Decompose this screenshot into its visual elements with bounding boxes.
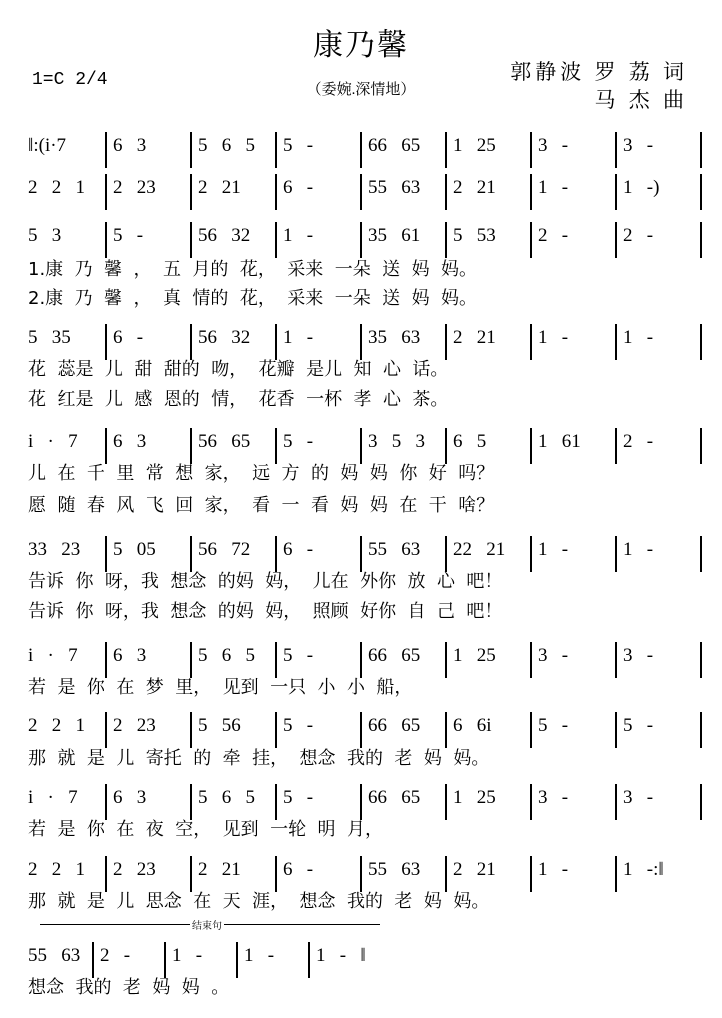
key-signature: 1=C 2/4 — [32, 70, 108, 90]
barline — [190, 222, 192, 258]
barline — [445, 642, 447, 678]
lyric-line: 儿 在 千 里 常 想 家， 远 方 的 妈 妈 你 好 吗？ — [28, 463, 495, 484]
measure: i · 7 — [28, 787, 78, 808]
measure: 55 63 — [28, 945, 81, 966]
lyricist-credit: 郭静波 罗 荔 词 — [510, 60, 688, 84]
barline — [105, 784, 107, 820]
barline — [105, 132, 107, 168]
barline — [615, 174, 617, 210]
barline — [190, 324, 192, 360]
barline — [105, 174, 107, 210]
notation-line-verse-d — [20, 536, 700, 568]
measure: 1 - — [172, 945, 203, 966]
barline — [190, 642, 192, 678]
barline — [530, 222, 532, 258]
barline — [530, 132, 532, 168]
measure: 2 23 — [113, 177, 156, 198]
measure: 2 2 1 — [28, 715, 85, 736]
barline — [275, 428, 277, 464]
measure: 2 21 — [198, 859, 241, 880]
lyric-line: 告诉 你 呀，我 想念 的妈 妈， 照顾 好你 自 己 吧！ — [28, 601, 503, 622]
barline — [445, 712, 447, 748]
barline — [105, 222, 107, 258]
measure: 56 32 — [198, 225, 251, 246]
lyric-line: 花 红是 儿 感 恩的 情， 花香 一杯 孝 心 茶。 — [28, 389, 449, 410]
barline — [275, 132, 277, 168]
measure: 6 - — [283, 539, 314, 560]
barline — [275, 642, 277, 678]
barline — [92, 942, 94, 978]
barline — [360, 132, 362, 168]
measure: 6 - — [283, 859, 314, 880]
barline — [615, 428, 617, 464]
barline — [615, 856, 617, 892]
measure: 5 53 — [453, 225, 496, 246]
measure: 1 -:‖ — [623, 859, 664, 880]
measure: i · 7 — [28, 645, 78, 666]
measure: 2 - — [623, 431, 654, 452]
measure: 66 65 — [368, 715, 421, 736]
barline — [105, 536, 107, 572]
measure: 1 25 — [453, 135, 496, 156]
lyric-line: 若 是 你 在 梦 里， 见到 一只 小 小 船， — [28, 677, 413, 698]
measure: 5 6 5 — [198, 787, 255, 808]
lyric-line: 那 就 是 儿 思念 在 天 涯， 想念 我的 老 妈 妈。 — [28, 891, 490, 912]
measure: 35 61 — [368, 225, 421, 246]
barline — [275, 324, 277, 360]
measure: 5 6 5 — [198, 135, 255, 156]
measure: 55 63 — [368, 177, 421, 198]
measure: 5 3 — [28, 225, 62, 246]
lyric-line: 2.康 乃 馨 ， 真 情的 花， 采来 一朵 送 妈 妈。 — [28, 288, 478, 309]
song-title: 康乃馨 — [313, 29, 409, 62]
notation-line-intro-2 — [20, 174, 700, 206]
measure: 35 63 — [368, 327, 421, 348]
measure: 5 - — [283, 787, 314, 808]
barline — [530, 428, 532, 464]
measure: 2 23 — [113, 715, 156, 736]
notation-line-chorus-b — [20, 712, 700, 744]
barline — [275, 222, 277, 258]
barline — [275, 174, 277, 210]
barline — [530, 174, 532, 210]
barline — [360, 784, 362, 820]
measure: 3 - — [623, 645, 654, 666]
measure: 5 6 5 — [198, 645, 255, 666]
lyric-line: 1.康 乃 馨 ， 五 月的 花， 采来 一朵 送 妈 妈。 — [28, 259, 478, 280]
barline — [105, 324, 107, 360]
measure: 3 - — [623, 135, 654, 156]
measure: 1 - — [283, 225, 314, 246]
measure: 1 - — [244, 945, 275, 966]
measure: 1 - — [538, 177, 569, 198]
barline — [530, 712, 532, 748]
barline — [615, 222, 617, 258]
notation-line-verse-a — [20, 222, 700, 254]
barline — [190, 856, 192, 892]
notation-line-intro-1 — [20, 132, 700, 164]
notation-line-chorus-a — [20, 642, 700, 674]
measure: 6 - — [113, 327, 144, 348]
barline — [190, 174, 192, 210]
barline — [445, 856, 447, 892]
barline — [700, 428, 702, 464]
measure: 3 - — [538, 645, 569, 666]
measure: 1 - — [538, 859, 569, 880]
barline — [530, 324, 532, 360]
barline — [308, 942, 310, 978]
notation-line-chorus-c — [20, 784, 700, 816]
barline — [530, 642, 532, 678]
measure: 2 - — [100, 945, 131, 966]
coda-bracket-label: 结束句 — [190, 917, 224, 932]
notation-line-verse-b — [20, 324, 700, 356]
measure: 3 - — [538, 787, 569, 808]
measure: 5 35 — [28, 327, 71, 348]
measure: 1 - — [623, 327, 654, 348]
barline — [275, 784, 277, 820]
measure: 1 61 — [538, 431, 581, 452]
measure: 5 - — [113, 225, 144, 246]
measure: 6 3 — [113, 431, 147, 452]
measure: 5 - — [538, 715, 569, 736]
barline — [445, 428, 447, 464]
measure: 6 5 — [453, 431, 487, 452]
measure: 66 65 — [368, 135, 421, 156]
measure: 1 - ‖ — [316, 945, 366, 966]
measure: 5 - — [283, 135, 314, 156]
barline — [530, 856, 532, 892]
barline — [700, 536, 702, 572]
barline — [360, 856, 362, 892]
barline — [445, 132, 447, 168]
measure: i · 7 — [28, 431, 78, 452]
measure: 6 6i — [453, 715, 492, 736]
measure: 2 21 — [198, 177, 241, 198]
barline — [236, 942, 238, 978]
lyric-line: 想念 我的 老 妈 妈 。 — [28, 977, 230, 998]
measure: 2 21 — [453, 177, 496, 198]
barline — [190, 536, 192, 572]
barline — [445, 324, 447, 360]
barline — [445, 222, 447, 258]
barline — [700, 712, 702, 748]
barline — [164, 942, 166, 978]
barline — [615, 642, 617, 678]
barline — [700, 324, 702, 360]
lyric-line: 花 蕊是 儿 甜 甜的 吻， 花瓣 是儿 知 心 话。 — [28, 359, 449, 380]
measure: 33 23 — [28, 539, 81, 560]
measure: 3 - — [538, 135, 569, 156]
measure: 5 - — [283, 431, 314, 452]
measure: 1 - — [538, 539, 569, 560]
barline — [700, 174, 702, 210]
barline — [360, 536, 362, 572]
barline — [190, 428, 192, 464]
barline — [105, 712, 107, 748]
measure: 56 72 — [198, 539, 251, 560]
measure: 1 25 — [453, 787, 496, 808]
barline — [530, 536, 532, 572]
barline — [615, 784, 617, 820]
measure: 2 2 1 — [28, 859, 85, 880]
measure: 6 3 — [113, 135, 147, 156]
barline — [105, 428, 107, 464]
notation-line-chorus-d — [20, 856, 700, 888]
measure: 2 - — [623, 225, 654, 246]
measure: 56 32 — [198, 327, 251, 348]
barline — [190, 132, 192, 168]
barline — [275, 856, 277, 892]
measure: 6 3 — [113, 645, 147, 666]
barline — [105, 642, 107, 678]
measure: 2 21 — [453, 859, 496, 880]
barline — [700, 222, 702, 258]
measure: 2 - — [538, 225, 569, 246]
notation-line-coda — [20, 942, 700, 974]
barline — [360, 222, 362, 258]
barline — [360, 174, 362, 210]
barline — [190, 712, 192, 748]
measure: 6 3 — [113, 787, 147, 808]
credits — [510, 58, 688, 114]
measure: 2 2 1 — [28, 177, 85, 198]
measure: 2 23 — [113, 859, 156, 880]
lyric-line: 若 是 你 在 夜 空， 见到 一轮 明 月， — [28, 819, 383, 840]
measure: 55 63 — [368, 539, 421, 560]
barline — [360, 642, 362, 678]
barline — [275, 536, 277, 572]
measure: 5 - — [623, 715, 654, 736]
measure: 1 25 — [453, 645, 496, 666]
barline — [700, 784, 702, 820]
measure: 56 65 — [198, 431, 251, 452]
lyric-line: 愿 随 春 风 飞 回 家， 看 一 看 妈 妈 在 干 啥？ — [28, 495, 495, 516]
measure: 1 - — [538, 327, 569, 348]
barline — [445, 536, 447, 572]
barline — [360, 712, 362, 748]
barline — [360, 324, 362, 360]
lyric-line: 告诉 你 呀，我 想念 的妈 妈， 儿在 外你 放 心 吧！ — [28, 571, 503, 592]
measure: 5 - — [283, 715, 314, 736]
measure: 66 65 — [368, 787, 421, 808]
barline — [445, 784, 447, 820]
barline — [445, 174, 447, 210]
measure: 55 63 — [368, 859, 421, 880]
measure: 22 21 — [453, 539, 506, 560]
measure: 66 65 — [368, 645, 421, 666]
measure: 2 21 — [453, 327, 496, 348]
measure: ‖:(i·7 — [28, 135, 67, 156]
barline — [190, 784, 192, 820]
measure: 3 5 3 — [368, 431, 425, 452]
measure: 1 - — [623, 539, 654, 560]
barline — [360, 428, 362, 464]
barline — [615, 324, 617, 360]
barline — [700, 132, 702, 168]
measure: 3 - — [623, 787, 654, 808]
measure: 6 - — [283, 177, 314, 198]
composer-credit: 马 杰 曲 — [594, 88, 688, 112]
tempo-marking: （委婉.深情地） — [306, 82, 416, 98]
measure: 5 05 — [113, 539, 156, 560]
measure: 5 - — [283, 645, 314, 666]
barline — [615, 132, 617, 168]
barline — [615, 712, 617, 748]
measure: 5 56 — [198, 715, 241, 736]
barline — [275, 712, 277, 748]
barline — [615, 536, 617, 572]
barline — [105, 856, 107, 892]
notation-line-verse-c — [20, 428, 700, 460]
barline — [700, 642, 702, 678]
measure: 1 -) — [623, 177, 660, 198]
lyric-line: 那 就 是 儿 寄托 的 牵 挂， 想念 我的 老 妈 妈。 — [28, 748, 490, 769]
measure: 1 - — [283, 327, 314, 348]
barline — [530, 784, 532, 820]
